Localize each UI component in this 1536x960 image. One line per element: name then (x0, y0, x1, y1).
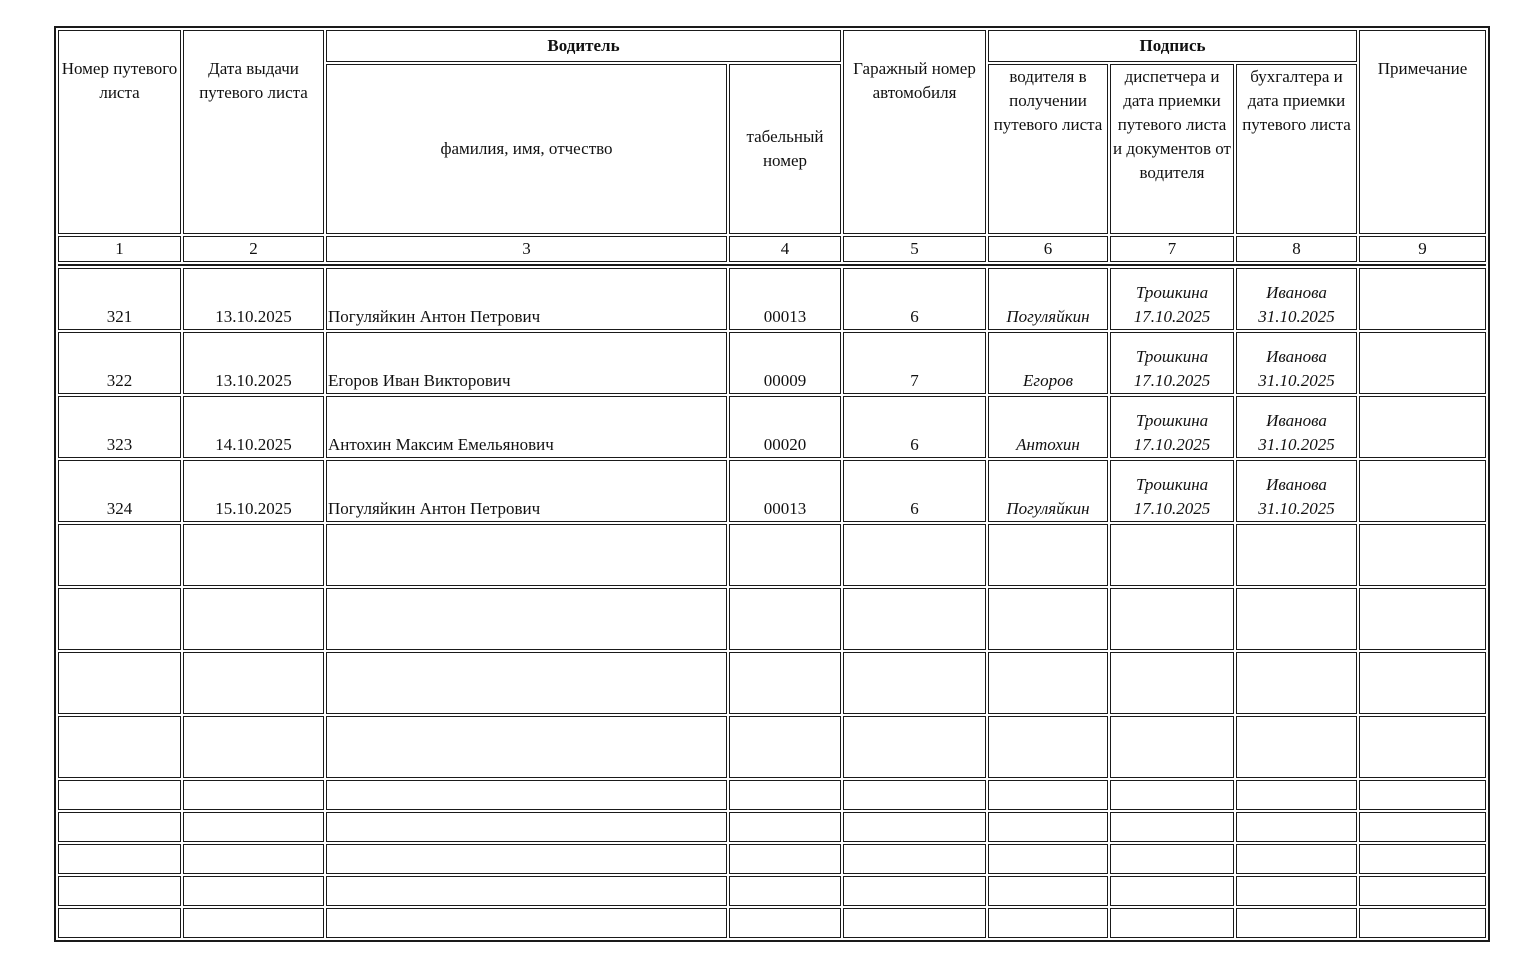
empty-cell (729, 844, 841, 874)
table-row (58, 332, 1486, 394)
header-row-top (58, 30, 1486, 62)
accountant-name: Иванова (1266, 347, 1327, 366)
column-number: 5 (843, 236, 986, 262)
empty-row (58, 812, 1486, 842)
empty-cell (58, 716, 181, 778)
cell-number: 322 (58, 332, 181, 394)
cell-date: 13.10.2025 (183, 268, 324, 330)
empty-cell (58, 876, 181, 906)
cell-sig-driver: Егоров (988, 332, 1108, 394)
header-sig-accountant: бухгалтера и дата приемки путевого листа (1236, 64, 1357, 234)
header-note: Примечание (1359, 30, 1486, 234)
empty-cell (326, 780, 727, 810)
header-signature-group: Подпись (988, 30, 1357, 62)
empty-cell (1110, 588, 1234, 650)
empty-cell (58, 812, 181, 842)
cell-date: 14.10.2025 (183, 396, 324, 458)
empty-cell (843, 844, 986, 874)
empty-cell (183, 844, 324, 874)
column-number: 4 (729, 236, 841, 262)
empty-cell (988, 812, 1108, 842)
empty-cell (1110, 812, 1234, 842)
empty-cell (1236, 908, 1357, 938)
empty-cell (58, 588, 181, 650)
empty-cell (1359, 588, 1486, 650)
cell-sig-accountant (1236, 332, 1357, 394)
cell-number: 321 (58, 268, 181, 330)
waybill-journal (54, 26, 1490, 942)
empty-row (58, 780, 1486, 810)
header-sig-dispatcher: диспетчера и дата приемки путевого листа и документов от водителя (1110, 64, 1234, 234)
empty-cell (1236, 812, 1357, 842)
empty-cell (183, 876, 324, 906)
empty-cell (843, 780, 986, 810)
empty-cell (729, 716, 841, 778)
cell-tab: 00020 (729, 396, 841, 458)
empty-cell (843, 908, 986, 938)
empty-cell (58, 908, 181, 938)
accountant-date: 31.10.2025 (1258, 307, 1335, 326)
accountant-date: 31.10.2025 (1258, 499, 1335, 518)
cell-sig-driver: Антохин (988, 396, 1108, 458)
cell-number: 323 (58, 396, 181, 458)
cell-sig-dispatcher (1110, 396, 1234, 458)
empty-cell (58, 844, 181, 874)
header-waybill-number: Номер путевого листа (58, 30, 181, 234)
empty-cell (729, 908, 841, 938)
empty-cell (326, 876, 727, 906)
header-tab-number: табельный номер (729, 64, 841, 234)
empty-cell (1236, 844, 1357, 874)
empty-cell (988, 588, 1108, 650)
dispatcher-date: 17.10.2025 (1133, 307, 1211, 326)
accountant-date: 31.10.2025 (1258, 435, 1335, 454)
empty-cell (1359, 844, 1486, 874)
empty-cell (1110, 716, 1234, 778)
header-driver-group: Водитель (326, 30, 841, 62)
empty-cell (729, 812, 841, 842)
cell-garage: 6 (843, 268, 986, 330)
empty-cell (326, 844, 727, 874)
cell-driver: Погуляйкин Антон Петрович (326, 268, 727, 330)
empty-cell (729, 652, 841, 714)
empty-cell (1110, 908, 1234, 938)
header-issue-date: Дата выдачи путевого листа (183, 30, 324, 234)
empty-cell (1359, 780, 1486, 810)
cell-tab: 00009 (729, 332, 841, 394)
empty-cell (326, 716, 727, 778)
empty-row (58, 652, 1486, 714)
dispatcher-date: 17.10.2025 (1133, 499, 1211, 518)
empty-cell (729, 524, 841, 586)
empty-cell (1359, 652, 1486, 714)
empty-row (58, 876, 1486, 906)
empty-row (58, 908, 1486, 938)
empty-cell (326, 588, 727, 650)
empty-cell (58, 524, 181, 586)
header-separator (58, 264, 1486, 266)
cell-sig-dispatcher (1110, 268, 1234, 330)
cell-note (1359, 396, 1486, 458)
dispatcher-name: Трошкина (1135, 347, 1209, 366)
empty-cell (1110, 844, 1234, 874)
cell-tab: 00013 (729, 268, 841, 330)
waybill-journal-table (54, 26, 1490, 942)
empty-cell (843, 652, 986, 714)
column-number: 6 (988, 236, 1108, 262)
empty-cell (1236, 780, 1357, 810)
empty-cell (326, 524, 727, 586)
cell-driver: Антохин Максим Емельянович (326, 396, 727, 458)
empty-cell (183, 780, 324, 810)
cell-sig-driver: Погуляйкин (988, 460, 1108, 522)
empty-cell (843, 588, 986, 650)
column-number: 3 (326, 236, 727, 262)
cell-sig-dispatcher (1110, 460, 1234, 522)
empty-cell (1236, 524, 1357, 586)
empty-cell (58, 780, 181, 810)
cell-date: 15.10.2025 (183, 460, 324, 522)
empty-cell (988, 716, 1108, 778)
empty-cell (729, 780, 841, 810)
empty-cell (183, 588, 324, 650)
empty-cell (326, 652, 727, 714)
column-number: 7 (1110, 236, 1234, 262)
empty-cell (1110, 652, 1234, 714)
header-garage-number: Гаражный номер автомобиля (843, 30, 986, 234)
dispatcher-date: 17.10.2025 (1133, 435, 1211, 454)
accountant-name: Иванова (1266, 411, 1327, 430)
cell-number: 324 (58, 460, 181, 522)
empty-cell (183, 908, 324, 938)
cell-garage: 7 (843, 332, 986, 394)
empty-cell (729, 876, 841, 906)
empty-cell (1359, 908, 1486, 938)
empty-cell (988, 844, 1108, 874)
cell-date: 13.10.2025 (183, 332, 324, 394)
cell-sig-accountant (1236, 396, 1357, 458)
table-row (58, 460, 1486, 522)
cell-tab: 00013 (729, 460, 841, 522)
column-number: 8 (1236, 236, 1357, 262)
table-row (58, 268, 1486, 330)
separator (58, 264, 1486, 266)
empty-cell (1236, 652, 1357, 714)
empty-cell (1359, 876, 1486, 906)
empty-row (58, 716, 1486, 778)
empty-cell (1110, 524, 1234, 586)
empty-cell (183, 716, 324, 778)
empty-row (58, 588, 1486, 650)
empty-cell (988, 780, 1108, 810)
empty-cell (326, 908, 727, 938)
dispatcher-name: Трошкина (1135, 283, 1209, 302)
column-number: 9 (1359, 236, 1486, 262)
empty-cell (843, 876, 986, 906)
accountant-name: Иванова (1266, 283, 1327, 302)
empty-cell (729, 588, 841, 650)
empty-cell (1359, 524, 1486, 586)
empty-cell (326, 812, 727, 842)
empty-cell (1236, 588, 1357, 650)
dispatcher-date: 17.10.2025 (1133, 371, 1211, 390)
empty-cell (1236, 716, 1357, 778)
cell-sig-driver: Погуляйкин (988, 268, 1108, 330)
empty-cell (183, 524, 324, 586)
cell-sig-dispatcher (1110, 332, 1234, 394)
empty-cell (1236, 876, 1357, 906)
empty-row (58, 844, 1486, 874)
accountant-date: 31.10.2025 (1258, 371, 1335, 390)
accountant-name: Иванова (1266, 475, 1327, 494)
empty-cell (988, 524, 1108, 586)
cell-sig-accountant (1236, 268, 1357, 330)
empty-cell (183, 652, 324, 714)
empty-cell (1110, 876, 1234, 906)
empty-cell (1359, 812, 1486, 842)
dispatcher-name: Трошкина (1135, 475, 1209, 494)
empty-cell (58, 652, 181, 714)
cell-garage: 6 (843, 460, 986, 522)
empty-cell (1110, 780, 1234, 810)
cell-note (1359, 460, 1486, 522)
empty-cell (1359, 716, 1486, 778)
cell-note (1359, 332, 1486, 394)
empty-cell (843, 524, 986, 586)
empty-cell (988, 876, 1108, 906)
cell-garage: 6 (843, 396, 986, 458)
empty-cell (843, 716, 986, 778)
cell-sig-accountant (1236, 460, 1357, 522)
dispatcher-name: Трошкина (1135, 411, 1209, 430)
empty-cell (988, 908, 1108, 938)
column-number: 1 (58, 236, 181, 262)
cell-driver: Погуляйкин Антон Петрович (326, 460, 727, 522)
empty-cell (843, 812, 986, 842)
empty-row (58, 524, 1486, 586)
cell-driver: Егоров Иван Викторович (326, 332, 727, 394)
column-number: 2 (183, 236, 324, 262)
table-row (58, 396, 1486, 458)
empty-cell (183, 812, 324, 842)
column-number-row (58, 236, 1486, 262)
empty-cell (988, 652, 1108, 714)
header-driver-name: фамилия, имя, отчество (326, 64, 727, 234)
header-sig-driver: водителя в получении путевого листа (988, 64, 1108, 234)
cell-note (1359, 268, 1486, 330)
